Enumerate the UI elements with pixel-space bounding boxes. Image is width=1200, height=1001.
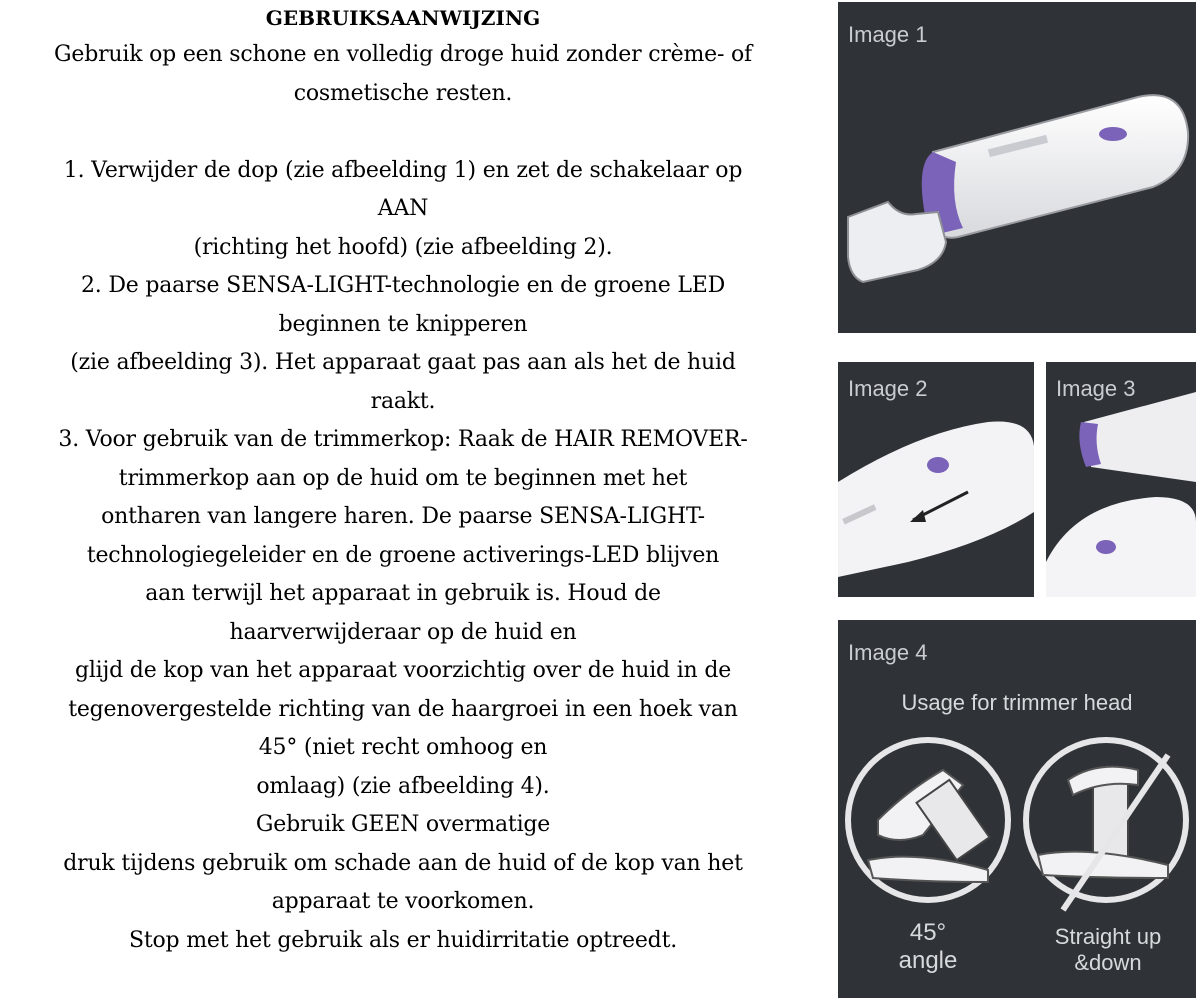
right-caption-line-1: Straight up <box>1054 924 1162 949</box>
right-caption-line-2: &down <box>1074 950 1142 975</box>
instruction-line: aan terwijl het apparaat in gebruik is. Houd de <box>145 581 661 606</box>
trimmer-usage-heading: Usage for trimmer head <box>901 690 1133 715</box>
image-3-label: Image 3 <box>1056 376 1136 401</box>
instruction-line: 3. Voor gebruik van de trimmerkop: Raak de HAIR REMOVER- <box>58 427 748 452</box>
instruction-line: AAN <box>377 196 429 221</box>
image-4-panel <box>838 620 1196 998</box>
instruction-line: Gebruik op een schone en volledig droge huid zonder crème- of <box>54 42 752 67</box>
instruction-line: raakt. <box>370 388 436 414</box>
instruction-line: druk tijdens gebruik om schade aan de huid of de kop van het <box>63 850 743 876</box>
instruction-line: beginnen te knipperen <box>278 311 528 337</box>
device-with-cap-illustration <box>838 2 1196 333</box>
left-caption-angle-word: angle <box>898 947 958 974</box>
instruction-line: trimmerkop aan op de huid om te beginnen met het <box>118 465 688 491</box>
instructions-title: GEBRUIKSAANWIJZING <box>265 6 541 30</box>
instruction-line: (zie afbeelding 3). Het apparaat gaat pas aan als het de huid <box>70 350 736 375</box>
instruction-line: Stop met het gebruik als er huidirritatie optreedt. <box>128 927 678 953</box>
instruction-line: technologiegeleider en de groene activerings-LED blijven <box>86 542 720 568</box>
instruction-line: haarverwijderaar op de huid en <box>229 619 577 645</box>
image-4-label: Image 4 <box>848 640 928 665</box>
image-3-panel <box>1046 362 1196 597</box>
left-caption-angle-value: 45° <box>909 919 947 946</box>
instruction-line: 2. De paarse SENSA-LIGHT-technologie en de groene LED <box>80 273 726 298</box>
image-1-panel <box>838 2 1196 333</box>
instruction-line: tegenovergestelde richting van de haargroei in een hoek van <box>68 696 738 722</box>
instruction-line: 1. Verwijder de dop (zie afbeelding 1) en zet de schakelaar op <box>63 157 743 183</box>
device-led-illustration <box>1046 362 1196 597</box>
instruction-line: cosmetische resten. <box>293 80 513 106</box>
image-1-label: Image 1 <box>848 22 928 47</box>
instruction-line: Gebruik GEEN overmatige <box>255 812 551 837</box>
image-2-label: Image 2 <box>848 376 928 401</box>
instruction-line: (richting het hoofd) (zie afbeelding 2). <box>193 234 613 260</box>
instruction-line: omlaag) (zie afbeelding 4). <box>256 773 550 799</box>
instructions-lines <box>0 36 806 960</box>
blank-line <box>0 113 806 152</box>
instruction-line: apparaat te voorkomen. <box>271 889 535 914</box>
device-switch-illustration <box>838 362 1034 597</box>
instruction-line: ontharen van langere haren. De paarse SENSA-LIGHT- <box>101 504 705 529</box>
instruction-line: glijd de kop van het apparaat voorzichtig over de huid in de <box>74 658 732 683</box>
instruction-line: 45° (niet recht omhoog en <box>258 735 548 760</box>
image-2-panel <box>838 362 1034 597</box>
